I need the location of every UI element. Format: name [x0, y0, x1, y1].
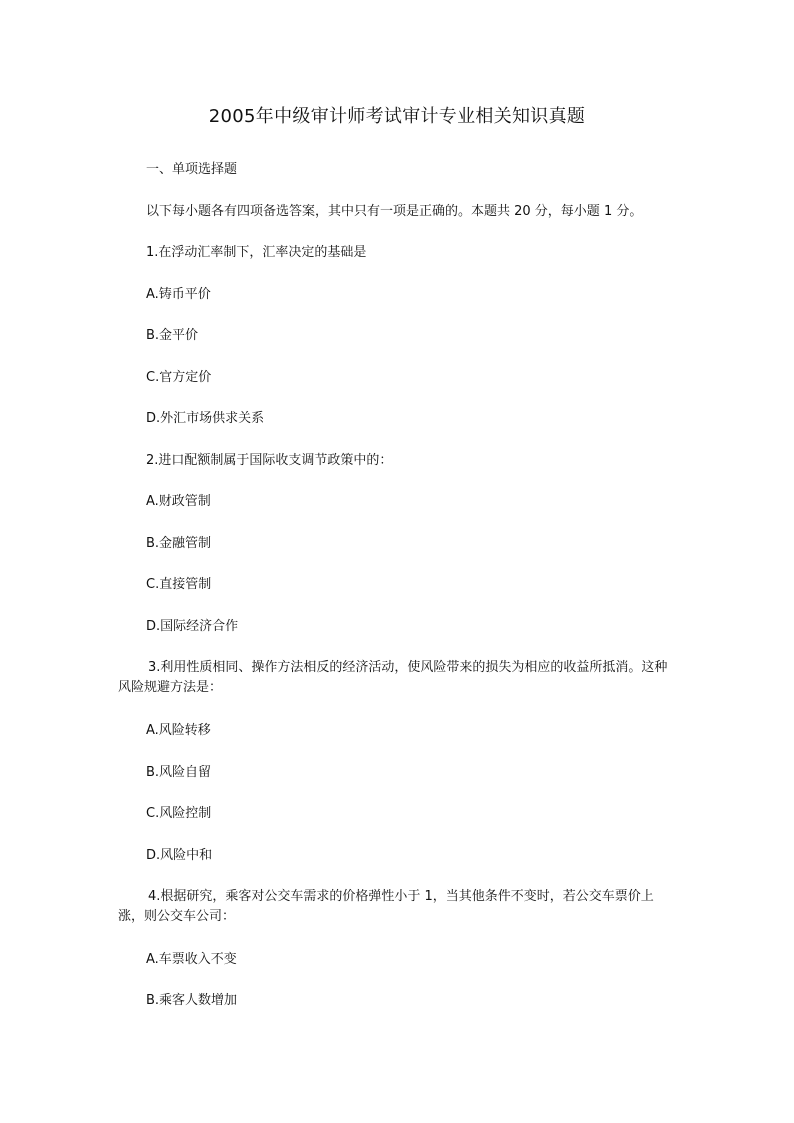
- section-heading: 一、单项选择题: [146, 162, 238, 177]
- question-4-stem: 4.根据研究，乘客对公交车需求的价格弹性小于 1，当其他条件不变时，若公交车票价上涨，则公交车公司：: [118, 889, 654, 924]
- instructions: 以下每小题各有四项备选答案，其中只有一项是正确的。本题共 20 分，每小题 1 分。: [146, 204, 643, 219]
- question-2-option-b: B.金融管制: [146, 536, 212, 551]
- question-1-option-a: A.铸币平价: [146, 287, 211, 302]
- question-3-option-a: A.风险转移: [146, 723, 211, 738]
- question-1-stem: 1.在浮动汇率制下，汇率决定的基础是: [146, 245, 367, 260]
- question-2-option-a: A.财政管制: [146, 494, 211, 509]
- question-3-stem: 3.利用性质相同、操作方法相反的经济活动，使风险带来的损失为相应的收益所抵消。这种风险规避方法是：: [118, 660, 668, 695]
- question-2-option-c: C.直接管制: [146, 577, 212, 592]
- question-2-option-d: D.国际经济合作: [146, 619, 239, 634]
- question-4-option-b: B.乘客人数增加: [146, 993, 238, 1008]
- question-3-option-c: C.风险控制: [146, 806, 212, 821]
- question-1-option-b: B.金平价: [146, 328, 199, 343]
- question-3-option-d: D.风险中和: [146, 848, 213, 863]
- question-4-option-a: A.车票收入不变: [146, 952, 237, 967]
- question-1-option-d: D.外汇市场供求关系: [146, 411, 265, 426]
- question-2-stem: 2.进口配额制属于国际收支调节政策中的：: [146, 453, 393, 468]
- document-title: 2005年中级审计师考试审计专业相关知识真题: [208, 106, 586, 127]
- question-3-option-b: B.风险自留: [146, 765, 212, 780]
- question-1-option-c: C.官方定价: [146, 370, 212, 385]
